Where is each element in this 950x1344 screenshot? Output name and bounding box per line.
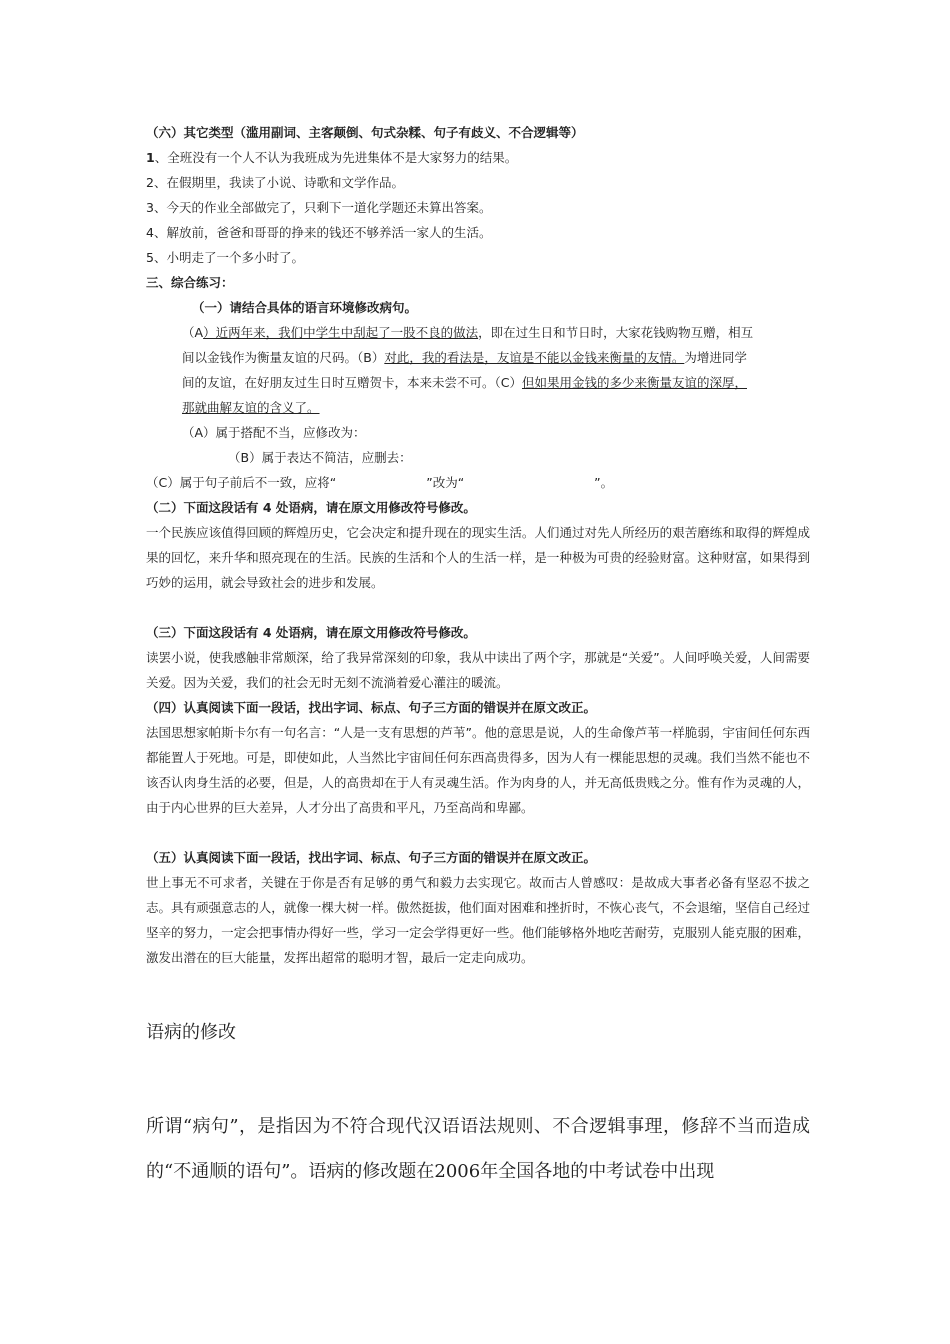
question-c [146, 470, 810, 495]
sentence-b: 对此，我的看法是，友谊是不能以金钱来衡量的友情。 [384, 350, 685, 365]
passage-text: ，即在过生日和节日时，大家花钱购物互赠，相互 [478, 325, 754, 340]
list-item [146, 220, 810, 245]
item-text: 、今天的作业全部做完了，只剩下一道化学题还未算出答案。 [153, 200, 492, 215]
ex3-title-text: （三）下面这段话有 [146, 625, 263, 640]
section6-title: （六）其它类型（滥用副词、主客颠倒、句式杂糅、句子有歧义、不合逻辑等） [146, 125, 584, 140]
ex5-paragraph: 世上事无不可求者，关键在于你是否有足够的勇气和毅力去实现它。故而古人曾感叹：是故成大事者必备有坚忍不拔之志。具有顽强意志的人，就像一棵大树一样。傲然挺拔，他们面对困难和挫折时，不恢心丧气，不会退缩，坚信自己经过坚辛的努力，一定会把事情办得好一些，学习一定会学得更好一些。他们能够格外地吃苦耐劳，克服别人能克服的困难，激发出潜在的巨大能量，发挥出超常的聪明才智，最后一定走向成功。 [146, 875, 810, 965]
item-number: 1 [146, 150, 155, 165]
ex4-paragraph: 法国思想家帕斯卡尔有一句名言：“人是一支有思想的芦苇”。他的意思是说，人的生命像芦苇一样脆弱，宇宙间任何东西都能置人于死地。可是，即使如此，人当然比宇宙间任何东西高贵得多，因为人有一棵能思想的灵魂。我们当然不能也不该否认肉身生活的必要，但是，人的高贵却在于人有灵魂生活。作为肉身的人，并无高低贵贱之分。惟有作为灵魂的人，由于内心世界的巨大差异，人才分出了高贵和平凡，乃至高尚和卑鄙。 [146, 725, 810, 815]
ex1-passage [146, 320, 810, 420]
item-text: 、小明走了一个多小时了。 [153, 250, 304, 265]
item-number: 3 [146, 200, 154, 215]
list-item [146, 170, 810, 195]
item-number: 4 [146, 225, 154, 240]
question-c-text: （C）属于句子前后不一致，应将“ [146, 475, 337, 490]
passage-text: 间的友谊，在好朋友过生日时互赠贺卡，本来未尝不可。（C） [182, 375, 522, 390]
list-item [146, 145, 810, 170]
ex3-title-num: 4 [262, 625, 272, 640]
sentence-c-cont: 那就曲解友谊的含义了。 [182, 400, 320, 415]
question-c-text: ”改为“ [426, 475, 465, 490]
document-body [146, 120, 810, 970]
sentence-a: ）近两年来，我们中学生中刮起了一股不良的做法 [203, 325, 479, 340]
section-heading: 语病的修改 [146, 1022, 236, 1043]
list-item [146, 245, 810, 270]
ex2-title-num: 4 [262, 500, 272, 515]
list-item [146, 195, 810, 220]
question-b: （B）属于表达不简洁，应删去： [228, 450, 412, 465]
ex2-paragraph: 一个民族应该值得回顾的辉煌历史，它会决定和提升现在的现实生活。人们通过对先人所经历的艰苦磨练和取得的辉煌成果的回忆，来升华和照亮现在的生活。民族的生活和个人的生活一样，是一种极为可贵的经验财富。这种财富，如果得到巧妙的运用，就会导致社会的进步和发展。 [146, 525, 810, 590]
ex2-title [146, 495, 810, 520]
ex1-title: （一）请结合具体的语言环境修改病句。 [192, 300, 418, 315]
ex2-title-text: 处语病，请在原文用修改符号修改。 [271, 500, 476, 515]
item-text: 、在假期里，我读了小说、诗歌和文学作品。 [153, 175, 404, 190]
ex3-title [146, 620, 810, 645]
item-text: 、解放前，爸爸和哥哥的挣来的钱还不够养活一家人的生活。 [153, 225, 492, 240]
question-c-text: ”。 [594, 475, 614, 490]
part3-title: 三、综合练习： [146, 275, 234, 290]
item-number: 2 [146, 175, 154, 190]
item-number: 5 [146, 250, 154, 265]
passage-text: 为增进同学 [684, 350, 747, 365]
ex2-title-text: （二）下面这段话有 [146, 500, 263, 515]
ex3-paragraph: 读罢小说，使我感触非常颇深，给了我异常深刻的印象，我从中读出了两个字，那就是“关爱”。人间呼唤关爱，人间需要关爱。因为关爱，我们的社会无时无刻不流淌着爱心灌注的暖流。 [146, 650, 810, 690]
label-a: （A [182, 325, 204, 340]
ex3-title-text: 处语病，请在原文用修改符号修改。 [271, 625, 476, 640]
passage-text: 间以金钱作为衡量友谊的尺码。（B） [182, 350, 385, 365]
sentence-c: 但如果用金钱的多少来衡量友谊的深厚， [521, 375, 747, 390]
intro-paragraph: 所谓“病句”，是指因为不符合现代汉语语法规则、不合逻辑事理，修辞不当而造成的“不通顺的语句”。语病的修改题在2006年全国各地的中考试卷中出现 [146, 1116, 810, 1182]
ex5-title: （五）认真阅读下面一段话，找出字词、标点、句子三方面的错误并在原文改正。 [146, 850, 597, 865]
ex4-title: （四）认真阅读下面一段话，找出字词、标点、句子三方面的错误并在原文改正。 [146, 700, 597, 715]
question-a: （A）属于搭配不当，应修改为： [182, 425, 366, 440]
item-text: 、全班没有一个人不认为我班成为先进集体不是大家努力的结果。 [154, 150, 518, 165]
